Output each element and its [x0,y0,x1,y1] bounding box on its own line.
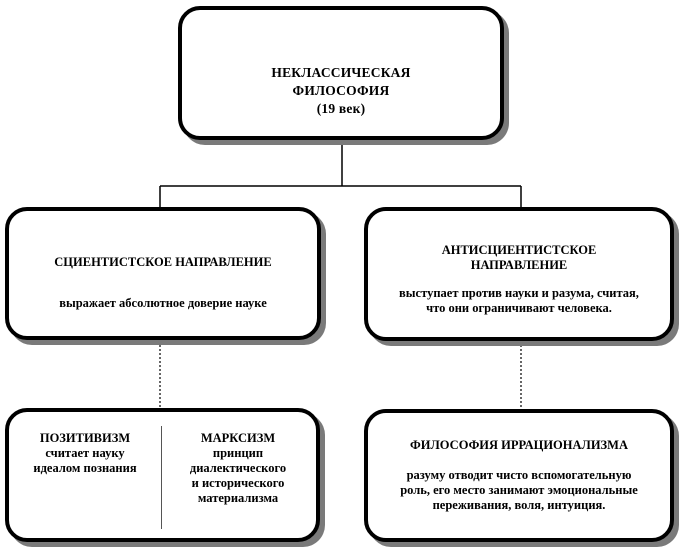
root-title-line1: НЕКЛАССИЧЕСКАЯ [271,65,411,80]
scientism-node-box [5,207,321,340]
irrationalism-line1: разуму отводит чисто вспомогательную [406,468,632,482]
scientism-title: СЦИЕНТИСТСКОЕ НАПРАВЛЕНИЕ [54,255,272,269]
antiscientism-node-box [364,207,674,341]
root-title-line3: (19 век) [316,101,366,116]
antiscientism-description [368,286,670,316]
irrationalism-line3: переживания, воля, интуиция. [432,498,606,512]
schools-divider [161,426,162,529]
marxism-line1: принцип [212,446,264,460]
irrationalism-title: ФИЛОСОФИЯ ИРРАЦИОНАЛИЗМА [410,438,628,452]
marxism-line3: и исторического [191,476,285,490]
root-title [182,64,500,118]
scientism-description: выражает абсолютное доверие науке [59,296,267,310]
scientism-schools-box [5,408,320,542]
root-title-line2: ФИЛОСОФИЯ [292,83,390,98]
positivism-line2: идеалом познания [33,461,137,475]
marxism-line4: материализма [197,491,279,505]
antiscientism-description-line1: выступает против науки и разума, считая, [399,286,639,300]
irrationalism-line2: роль, его место занимают эмоциональные [400,483,638,497]
marxism-node [173,431,303,506]
irrationalism-node-box [364,409,674,542]
antiscientism-title-line2: НАПРАВЛЕНИЕ [470,258,568,272]
irrationalism-description [372,468,666,513]
antiscientism-title [368,243,670,273]
positivism-title: ПОЗИТИВИЗМ [39,431,131,445]
root-node-box [178,6,504,140]
marxism-line2: диалектического [189,461,287,475]
antiscientism-title-line1: АНТИСЦИЕНТИСТСКОЕ [441,243,597,257]
positivism-node [21,431,149,476]
antiscientism-description-line2: что они ограничивают человека. [426,301,612,315]
marxism-title: МАРКСИЗМ [200,431,276,445]
positivism-line1: считает науку [45,446,125,460]
